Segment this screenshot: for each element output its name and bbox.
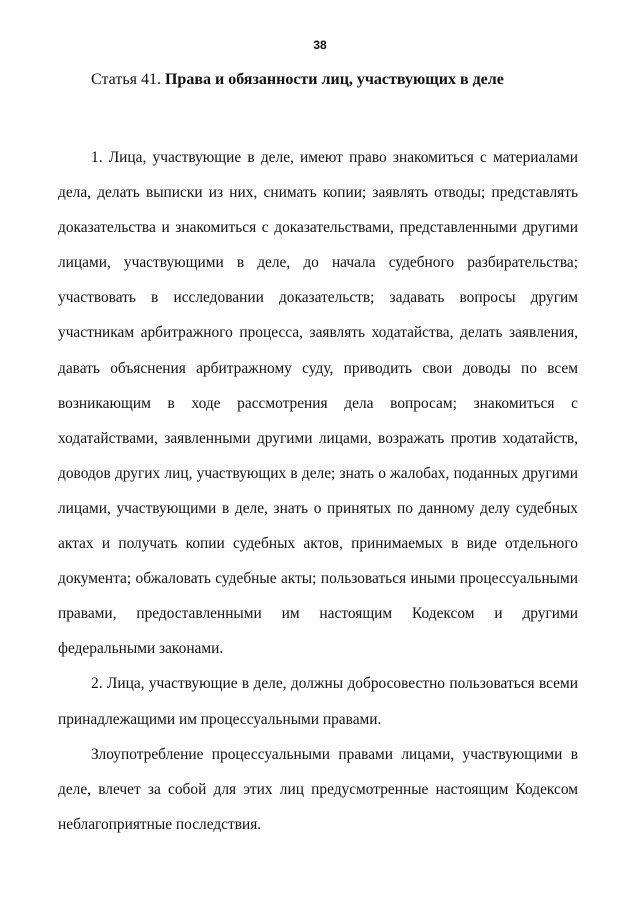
paragraph-rights: 1. Лица, участвующие в деле, имеют право знакомиться с материалами дела, делать выписки из них, снимать копии; заявлять отводы; представлять доказательства и знакомиться с доказательствами, представленными другими лицами, участвующими в деле, до начала судебного разбирательства; участвовать в исследовании доказательств; задавать вопросы другим участникам арбитражного процесса, заявлять ходатайства, делать заявления, давать объяснения арбитражному суду, приводить свои доводы по всем возникающим в ходе рассмотрения дела вопросам; знакомиться с ходатайствами, заявленными другими лицами, возражать против ходатайств, доводов других лиц, участвующих в деле; знать о жалобах, поданных другими лицами, участвующими в деле, знать о принятых по данному делу судебных актах и получать копии судебных актов, принимаемых в виде отдельного документа; обжаловать судебные акты; пользоваться иными процессуальными правами, предоставленными им настоящим Кодексом и другими федеральными законами. [58, 149, 578, 658]
article-name: Права и обязанности лиц, участвующих в деле [164, 71, 504, 88]
article-body [58, 140, 578, 842]
page-number: 38 [313, 38, 327, 52]
paragraph-abuse: Злоупотребление процессуальными правами лицами, участвующими в деле, влечет за собой для этих лиц предусмотренные настоящим Кодексом неблагоприятные последствия. [58, 745, 578, 833]
paragraph-duties: 2. Лица, участвующие в деле, должны добросовестно пользоваться всеми принадлежащими им процессуальными правами. [58, 675, 578, 728]
article-heading [91, 70, 591, 90]
article-number: Статья 41. [91, 71, 161, 88]
